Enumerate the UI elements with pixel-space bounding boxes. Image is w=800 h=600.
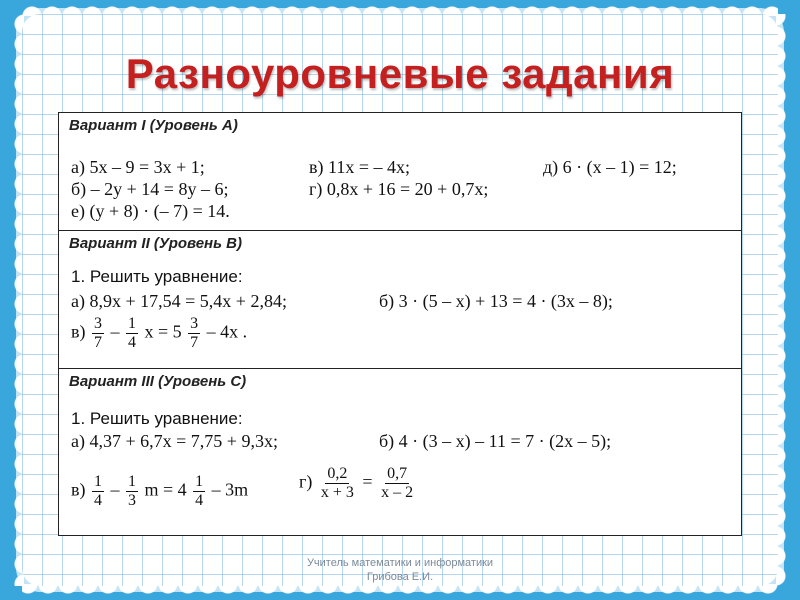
- fraction: $\frac{0,2}{x + 3}$: [320, 465, 354, 501]
- equation-g: г) 0,8x + 16 = 20 + 0,7x;: [309, 179, 489, 199]
- equation-e: е) (y + 8) · (– 7) = 14.: [71, 201, 230, 221]
- fraction: $\frac{3}{7}$: [94, 315, 102, 351]
- footer-author-name: Грибова Е.И.: [366, 571, 434, 583]
- fraction: $\frac{3}{7}$: [190, 315, 199, 351]
- equation-v: [71, 473, 248, 510]
- equation-g: [299, 465, 417, 502]
- equation-label: г): [299, 471, 313, 492]
- variant-c-title: Вариант III (Уровень С): [69, 373, 247, 390]
- variant-c-instruction: 1. Решить уравнение:: [71, 409, 243, 428]
- slide-footer: [0, 556, 800, 584]
- frame-border-bottom: [22, 584, 778, 598]
- task-table: [58, 112, 742, 536]
- equation-v: [71, 315, 247, 352]
- equation-label: в): [71, 321, 86, 342]
- equation-b: б) 4 · (3 – x) – 11 = 7 · (2x – 5);: [379, 431, 612, 451]
- variant-a-section: [59, 113, 741, 231]
- expression-part: x = 5: [144, 321, 182, 342]
- operator: –: [110, 479, 120, 500]
- variant-a-title: Вариант I (Уровень А): [69, 117, 238, 134]
- operator: =: [362, 471, 373, 492]
- equation-d: д) 6 · (x – 1) = 12;: [543, 157, 677, 177]
- equation-a: а) 4,37 + 6,7x = 7,75 + 9,3x;: [71, 431, 278, 451]
- footer-author-role: Учитель математики и информатики: [306, 557, 494, 569]
- expression-part: – 3m: [211, 479, 249, 500]
- variant-b-section: [59, 231, 741, 369]
- operator: –: [110, 321, 120, 342]
- fraction: $\frac{1}{4}$: [195, 473, 204, 509]
- variant-c-section: [59, 369, 741, 535]
- fraction: $\frac{1}{4}$: [128, 315, 136, 351]
- fraction: $\frac{1}{4}$: [94, 473, 102, 509]
- variant-b-title: Вариант II (Уровень В): [69, 235, 243, 252]
- equation-b: б) – 2y + 14 = 8y – 6;: [71, 179, 229, 199]
- expression-part: m = 4: [144, 479, 187, 500]
- expression-part: – 4x .: [206, 321, 248, 342]
- equation-a: а) 5x – 9 = 3x + 1;: [71, 157, 205, 177]
- equation-v: в) 11x = – 4x;: [309, 157, 410, 177]
- frame-border-right: [776, 14, 790, 586]
- equation-a: а) 8,9x + 17,54 = 5,4x + 2,84;: [71, 291, 287, 311]
- slide-title: Разноуровневые задания: [125, 50, 675, 97]
- variant-b-instruction: 1. Решить уравнение:: [71, 267, 243, 286]
- equation-label: в): [71, 479, 86, 500]
- fraction: $\frac{0,7}{x - 2}$: [381, 465, 414, 501]
- equation-b: б) 3 · (5 – x) + 13 = 4 · (3x – 8);: [379, 291, 613, 311]
- fraction: $\frac{1}{3}$: [128, 473, 136, 509]
